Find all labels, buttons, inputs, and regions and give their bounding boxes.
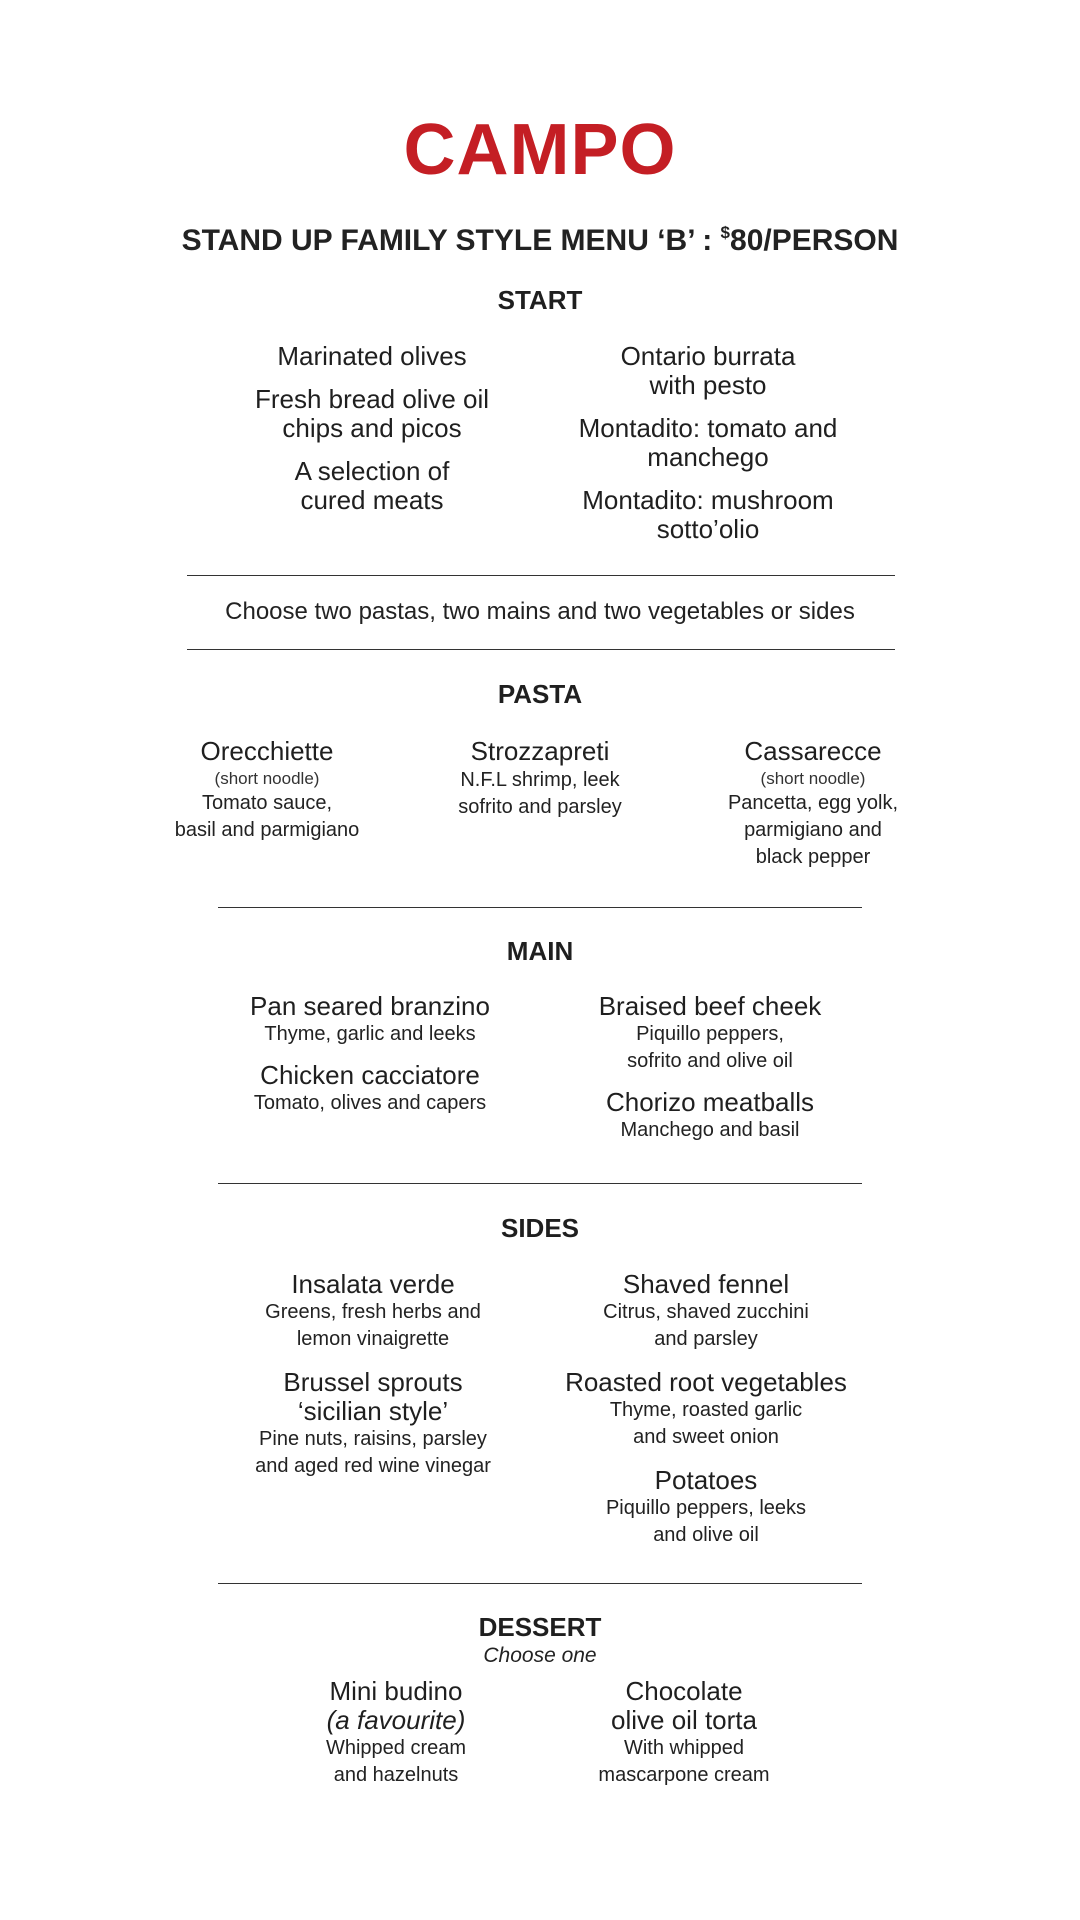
sides-item-name: Insalata verde bbox=[291, 1269, 455, 1299]
dessert-item-budino bbox=[276, 1677, 516, 1789]
main-item-name: Chorizo meatballs bbox=[605, 1087, 815, 1117]
choose-instruction: Choose two pastas, two mains and two vegetables or sides bbox=[225, 598, 855, 625]
sides-item-desc: Greens, fresh herbs and lemon vinaigrette bbox=[265, 1301, 481, 1350]
sides-item bbox=[218, 1368, 528, 1480]
divider bbox=[187, 649, 895, 650]
dessert-note: (a favourite) bbox=[326, 1705, 466, 1735]
start-item: Ontario burrata with pesto bbox=[620, 341, 796, 400]
main-item-name: Braised beef cheek bbox=[598, 991, 822, 1021]
sides-item-desc: Citrus, shaved zucchini and parsley bbox=[603, 1301, 809, 1350]
dessert-desc: With whipped mascarpone cream bbox=[598, 1737, 770, 1786]
main-item bbox=[215, 1061, 525, 1117]
sides-item bbox=[536, 1270, 876, 1353]
main-right-column bbox=[555, 992, 865, 1144]
start-item: Fresh bread olive oil chips and picos bbox=[254, 384, 490, 443]
divider bbox=[218, 1183, 862, 1184]
main-item-name: Pan seared branzino bbox=[250, 991, 490, 1021]
sides-item-desc: Thyme, roasted garlic and sweet onion bbox=[609, 1399, 803, 1448]
divider bbox=[218, 907, 862, 908]
pasta-desc: N.F.L shrimp, leek sofrito and parsley bbox=[458, 769, 622, 818]
sides-item bbox=[536, 1466, 876, 1549]
start-item: A selection of cured meats bbox=[294, 456, 450, 515]
pasta-desc: Pancetta, egg yolk, parmigiano and black pepper bbox=[727, 792, 899, 868]
pasta-desc: Tomato sauce, basil and parmigiano bbox=[174, 792, 360, 841]
pasta-name: Cassarecce bbox=[744, 736, 882, 766]
main-item bbox=[555, 1088, 865, 1144]
start-left-column bbox=[222, 342, 522, 515]
sides-right-column bbox=[536, 1270, 876, 1549]
pasta-name: Strozzapreti bbox=[470, 736, 610, 766]
dessert-choose-one: Choose one bbox=[483, 1644, 597, 1667]
start-item: Marinated olives bbox=[277, 341, 467, 371]
pasta-item-orecchiette bbox=[142, 737, 392, 844]
pasta-item-strozzapreti bbox=[415, 737, 665, 821]
sides-item bbox=[536, 1368, 876, 1451]
dessert-desc: Whipped cream and hazelnuts bbox=[325, 1737, 467, 1786]
main-item-desc: Manchego and basil bbox=[620, 1119, 800, 1141]
main-item-desc: Piquillo peppers, sofrito and olive oil bbox=[627, 1023, 793, 1072]
sides-item-desc: Piquillo peppers, leeks and olive oil bbox=[605, 1497, 807, 1546]
main-left-column bbox=[215, 992, 525, 1117]
sides-item-name: Shaved fennel bbox=[622, 1269, 790, 1299]
pasta-item-cassarecce bbox=[688, 737, 938, 871]
sides-left-column bbox=[218, 1270, 528, 1480]
dessert-name: Chocolate olive oil torta bbox=[611, 1676, 757, 1735]
pasta-name: Orecchiette bbox=[200, 736, 334, 766]
sides-item-name: Potatoes bbox=[654, 1465, 758, 1495]
main-item bbox=[555, 992, 865, 1075]
main-item-desc: Tomato, olives and capers bbox=[253, 1092, 487, 1114]
dessert-heading: DESSERT bbox=[478, 1612, 602, 1642]
start-item: Montadito: mushroom sotto’olio bbox=[582, 485, 834, 544]
sides-heading: SIDES bbox=[500, 1213, 580, 1243]
subtitle-main: STAND UP FAMILY STYLE MENU ‘B’ : bbox=[181, 224, 721, 257]
divider bbox=[218, 1583, 862, 1584]
sides-item-desc: Pine nuts, raisins, parsley and aged red wine vinegar bbox=[255, 1428, 491, 1477]
start-item: Montadito: tomato and manchego bbox=[578, 413, 838, 472]
start-heading: START bbox=[497, 285, 583, 315]
start-right-column bbox=[558, 342, 858, 544]
divider bbox=[187, 575, 895, 576]
sides-item-name: Roasted root vegetables bbox=[565, 1367, 847, 1397]
sides-item bbox=[218, 1270, 528, 1353]
main-item bbox=[215, 992, 525, 1048]
dessert-item-torta bbox=[564, 1677, 804, 1789]
pasta-note: (short noodle) bbox=[214, 769, 320, 788]
sides-item-name: Brussel sprouts ‘sicilian style’ bbox=[283, 1367, 463, 1426]
main-item-desc: Thyme, garlic and leeks bbox=[264, 1023, 476, 1045]
pasta-heading: PASTA bbox=[497, 679, 583, 709]
subtitle-price: 80/PERSON bbox=[730, 224, 899, 257]
dessert-name: Mini budino bbox=[329, 1676, 463, 1706]
menu-subtitle bbox=[0, 213, 1080, 261]
pasta-note: (short noodle) bbox=[760, 769, 866, 788]
main-heading: MAIN bbox=[506, 936, 574, 966]
subtitle-currency: $ bbox=[720, 223, 731, 242]
main-item-name: Chicken cacciatore bbox=[260, 1060, 480, 1090]
brand-logo: CAMPO bbox=[403, 110, 677, 190]
